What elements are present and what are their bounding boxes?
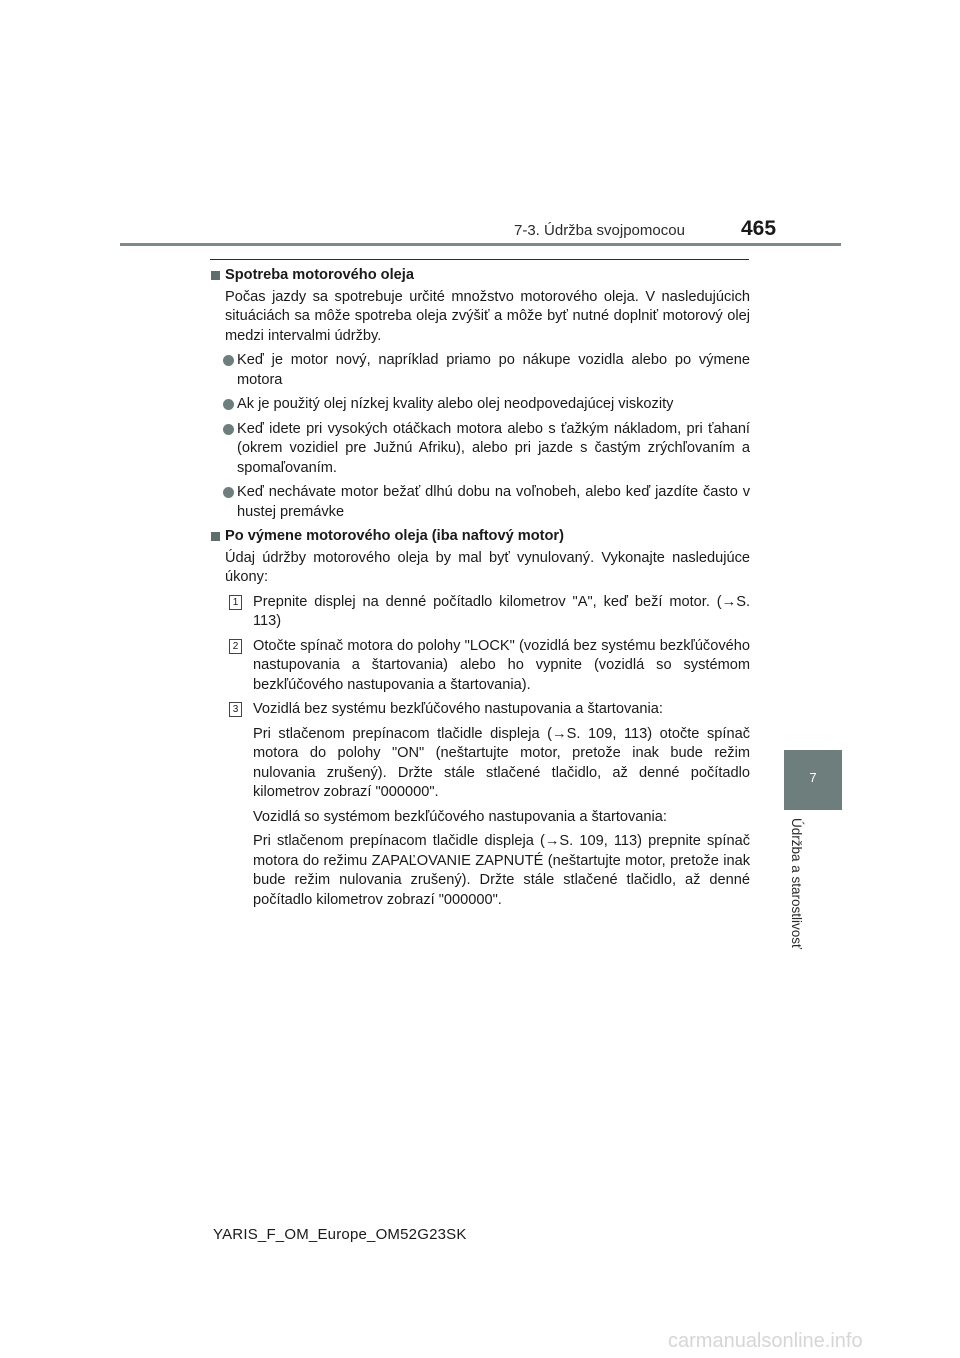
- step-paragraph: Vozidlá so systémom bezkľúčového nastupovania a štartovania:: [253, 808, 667, 825]
- circle-bullet-icon: [223, 424, 234, 435]
- step-paragraph: Pri stlačenom prepínacom tlačidle displeja (→S. 109, 113) prepnite spínač motora do režimu ZAPAĽOVANIE ZAPNUTÉ (neštartujte motor, pretože inak bude režim nulovania zrušený). Držte stále stlačené tlačidlo, až denné počítadlo kilometrov zobrazí "000000".: [253, 833, 750, 908]
- square-bullet-icon: [211, 532, 220, 541]
- page-content: [210, 266, 750, 915]
- page-number: 465: [741, 217, 777, 240]
- chapter-tab-number: 7: [809, 770, 817, 785]
- circle-bullet-icon: [223, 355, 234, 366]
- list-item-text: Ak je použitý olej nízkej kvality alebo olej neodpovedajúcej viskozity: [237, 396, 674, 412]
- list-item: [210, 351, 750, 390]
- list-item: [210, 483, 750, 522]
- circle-bullet-icon: [223, 487, 234, 498]
- list-item: [210, 395, 750, 415]
- step-item: [210, 637, 750, 696]
- step-item: [210, 700, 750, 720]
- chapter-tab: [784, 750, 842, 810]
- watermark: carmanualsonline.info: [668, 1330, 863, 1352]
- section-heading: [210, 527, 750, 547]
- step-number-badge: 3: [229, 702, 242, 717]
- list-item-text: Keď nechávate motor bežať dlhú dobu na voľnobeh, alebo keď jazdíte často v hustej premávke: [237, 484, 750, 520]
- step-text: Otočte spínač motora do polohy "LOCK" (vozidlá bez systému bezkľúčového nastupovania a štartovania) alebo ho vypnite (vozidlá so systémom bezkľúčového nastupovania a štartovania).: [253, 637, 750, 693]
- list-item: [210, 420, 750, 479]
- step-number-badge: 2: [229, 639, 242, 654]
- footer-doc-id: YARIS_F_OM_Europe_OM52G23SK: [213, 1226, 467, 1243]
- square-bullet-icon: [211, 271, 220, 280]
- chapter-tab-label: Údržba a starostlivosť: [789, 818, 804, 950]
- step-text: Prepnite displej na denné počítadlo kilometrov "A", keď beží motor. (→S. 113): [253, 593, 750, 629]
- list-item-text: Keď idete pri vysokých otáčkach motora alebo s ťažkým nákladom, pri ťahaní (okrem vozidiel pre Južnú Afriku), alebo pri jazde s častým zrýchľovaním a spomaľovaním.: [237, 420, 750, 476]
- step-item: [210, 593, 750, 632]
- section-intro: Počas jazdy sa spotrebuje určité množstvo motorového oleja. V nasledujúcich situáciách sa môže spotreba oleja zvýšiť a môže byť nutné doplniť motorový olej medzi intervalmi údržby.: [225, 288, 750, 344]
- header-divider: [120, 243, 841, 246]
- header-section-title: 7-3. Údržba svojpomocou: [514, 222, 685, 239]
- step-paragraph: Pri stlačenom prepínacom tlačidle displeja (→S. 109, 113) otočte spínač motora do polohy "ON" (neštartujte motor, pretože inak bude režim nulovania zrušený). Držte stále stlačené tlačidlo, až denné počítadlo kilometrov zobrazí "000000".: [253, 725, 750, 800]
- section-title: Po výmene motorového oleja (iba naftový motor): [225, 528, 564, 544]
- list-item-text: Keď je motor nový, napríklad priamo po nákupe vozidla alebo po výmene motora: [237, 352, 750, 388]
- section-intro: Údaj údržby motorového oleja by mal byť vynulovaný. Vykonajte nasledujúce úkony:: [225, 549, 750, 585]
- step-number-badge: 1: [229, 595, 242, 610]
- circle-bullet-icon: [223, 399, 234, 410]
- content-divider: [210, 259, 749, 260]
- section-title: Spotreba motorového oleja: [225, 267, 414, 283]
- step-text: Vozidlá bez systému bezkľúčového nastupovania a štartovania:: [253, 701, 663, 717]
- section-heading: [210, 266, 750, 286]
